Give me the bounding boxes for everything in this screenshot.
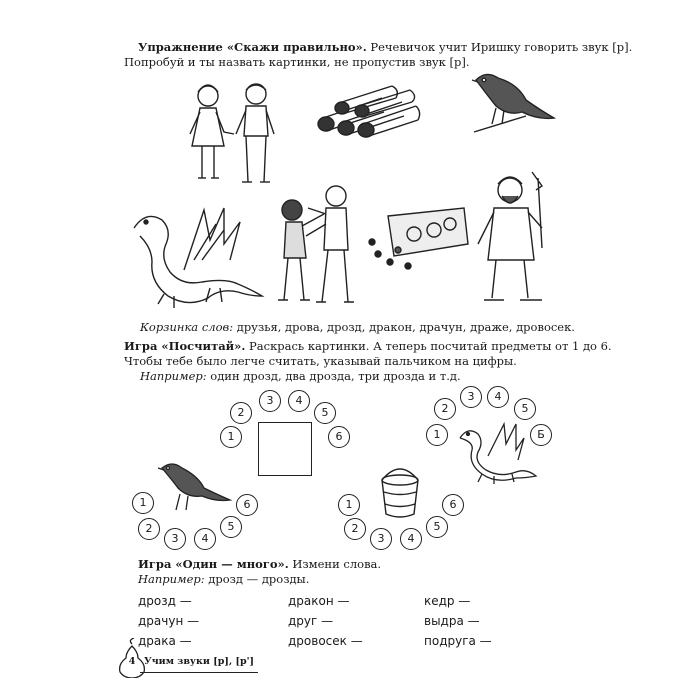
count-circle: 1	[338, 494, 360, 516]
firewood-illustration	[312, 78, 432, 140]
exercise-3-example	[138, 572, 309, 586]
count-circle: 3	[259, 390, 281, 412]
exercise-2-text: Раскрась картинки. А теперь посчитай предметы от 1 до 6.	[245, 339, 612, 353]
exercise-2-example-text: один дрозд, два дрозда, три дрозда и т.д.	[206, 369, 461, 383]
word-basket-line	[140, 320, 575, 334]
count-circle: 6	[442, 494, 464, 516]
count-circle: 4	[194, 528, 216, 550]
exercise-3-line-1	[138, 557, 381, 571]
friends-illustration	[178, 78, 288, 190]
bucket-illustration	[374, 462, 426, 520]
count-circle: 4	[288, 390, 310, 412]
footer-title: Учим звуки [р], [р']	[144, 656, 255, 667]
count-circle: 6	[236, 494, 258, 516]
count-circle: 4	[400, 528, 422, 550]
word-item: друг —	[288, 614, 334, 628]
exercise-2-line-2: Чтобы тебе было легче считать, указывай пальчиком на цифры.	[124, 354, 517, 368]
word-item: подруга —	[424, 634, 492, 648]
word-item: дровосек —	[288, 634, 363, 648]
page-number: 4	[128, 656, 136, 667]
exercise-2-title: Игра «Посчитай».	[124, 339, 246, 353]
candy-box-illustration	[368, 206, 472, 272]
dragon-illustration	[124, 200, 272, 312]
count-circle: 4	[487, 386, 509, 408]
exercise-3-example-label: Например:	[138, 572, 205, 586]
word-item: дрозд —	[138, 594, 192, 608]
count-circle: 2	[230, 402, 252, 424]
count-circle: 3	[370, 528, 392, 550]
exercise-2-example	[140, 369, 461, 383]
count-circle: 2	[138, 518, 160, 540]
count-circle: 1	[132, 492, 154, 514]
count-circle: 2	[434, 398, 456, 420]
exercise-3-title: Игра «Один — много».	[138, 557, 289, 571]
exercise-3-example-text: дрозд — дрозды.	[204, 572, 310, 586]
footer-divider	[140, 672, 258, 673]
fighting-boys-illustration	[272, 180, 356, 308]
count-circle: 3	[164, 528, 186, 550]
thrush-illustration	[466, 68, 558, 140]
word-item: драка —	[138, 634, 192, 648]
exercise-2-example-label: Например:	[140, 369, 207, 383]
count-circle: 1	[426, 424, 448, 446]
count-circle: 5	[314, 402, 336, 424]
exercise-1-line-2: Попробуй и ты назвать картинки, не пропустив звук [р].	[124, 55, 470, 69]
exercise-1-title: Упражнение «Скажи правильно».	[138, 40, 367, 54]
word-item: выдра —	[424, 614, 480, 628]
word-basket-words: друзья, дрова, дрозд, дракон, драчун, драже, дровосек.	[233, 320, 575, 334]
count-circle: 5	[426, 516, 448, 538]
count-circle: 6	[328, 426, 350, 448]
word-item: дракон —	[288, 594, 350, 608]
count-circle: 5	[514, 398, 536, 420]
exercise-1-line-1	[138, 40, 632, 54]
count-circle: 5	[220, 516, 242, 538]
count-circle: 3	[460, 386, 482, 408]
word-item: драчун —	[138, 614, 200, 628]
small-dragon-illustration	[454, 420, 540, 486]
word-item: кедр —	[424, 594, 471, 608]
woodcutter-illustration	[472, 168, 564, 314]
count-circle: Б	[530, 424, 552, 446]
exercise-2-line-1	[124, 339, 612, 353]
square-shape	[258, 422, 312, 476]
count-circle: 2	[344, 518, 366, 540]
exercise-3-text: Измени слова.	[288, 557, 382, 571]
count-circle: 1	[220, 426, 242, 448]
small-thrush-illustration	[154, 460, 236, 520]
exercise-1-text: Речевичок учит Иришку говорить звук [р].	[366, 40, 633, 54]
word-basket-label: Корзинка слов:	[140, 320, 234, 334]
